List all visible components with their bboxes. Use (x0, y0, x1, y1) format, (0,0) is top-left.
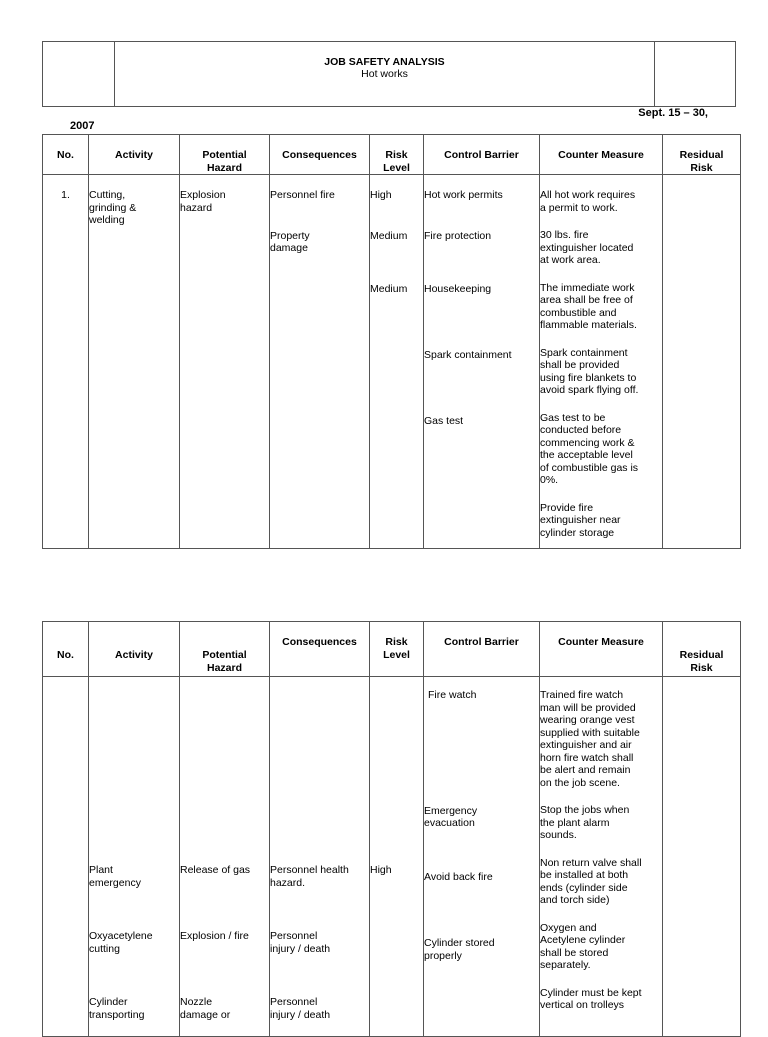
row-number (43, 677, 89, 1037)
col-header-consequences: Consequences (270, 135, 370, 175)
table-header-row (43, 622, 741, 677)
header-left-cell (43, 42, 115, 106)
consequences-cell: Personnel fire Property damage (270, 175, 370, 549)
document-header (42, 41, 736, 107)
control-barrier-cell: Hot work permits Fire protection Housekeeping Spark containment Gas test (424, 175, 540, 549)
residual-risk-cell (663, 175, 741, 549)
hazard-cell: Release of gas Explosion / fire Nozzle damage or (180, 677, 270, 1037)
header-title-block (115, 56, 654, 80)
col-header-counter: Counter Measure (540, 135, 663, 175)
date-range: Sept. 15 – 30, (638, 107, 708, 119)
col-header-activity: Activity (89, 622, 180, 677)
counter-measure-cell: Trained fire watch man will be provided wearing orange vest supplied with suitable extinguisher and air horn fire watch shall be alert and remain on the job scene. Stop the jobs when the plant alarm sounds. Non return valve shall be installed at both ends (cylinder side and torch side) Oxygen and Acetylene cylinder shall be stored separately. Cylinder must be kept vertical on trolleys (540, 677, 663, 1037)
col-header-no: No. (43, 135, 89, 175)
jsa-table-2 (42, 621, 741, 1037)
document-subtitle: Hot works (361, 68, 408, 80)
date-year: 2007 (70, 120, 95, 132)
table-row (43, 677, 741, 1037)
row-number: 1. (43, 175, 89, 549)
consequences-cell: Personnel health hazard. Personnel injury / death Personnel injury / death (270, 677, 370, 1037)
col-header-activity: Activity (89, 135, 180, 175)
col-header-hazard: Potential Hazard (180, 622, 270, 677)
col-header-residual: Residual Risk (663, 135, 741, 175)
hazard-cell: Explosion hazard (180, 175, 270, 549)
activity-cell: Plant emergency Oxyacetylene cutting Cylinder transporting (89, 677, 180, 1037)
col-header-risk: Risk Level (370, 135, 424, 175)
col-header-consequences: Consequences (270, 622, 370, 677)
document-title: JOB SAFETY ANALYSIS (324, 56, 445, 68)
counter-measure-cell: All hot work requires a permit to work. 30 lbs. fire extinguisher located at work area. The immediate work area shall be free of combustible and flammable materials. Spark containment shall be provided using fire blankets to avoid spark flying off. Gas test to be conducted before commencing work & the acceptable level of combustible gas is 0%. Provide fire extinguisher near cylinder storage (540, 175, 663, 549)
table-header-row (43, 135, 741, 175)
col-header-counter: Counter Measure (540, 622, 663, 677)
col-header-risk: Risk Level (370, 622, 424, 677)
col-header-control: Control Barrier (424, 135, 540, 175)
col-header-no: No. (43, 622, 89, 677)
control-barrier-cell: Fire watch Emergency evacuation Avoid back fire Cylinder stored properly (424, 677, 540, 1037)
table-row (43, 175, 741, 549)
jsa-table-1 (42, 134, 741, 549)
risk-level-cell: High Medium Medium (370, 175, 424, 549)
risk-level-cell: High (370, 677, 424, 1037)
col-header-hazard: Potential Hazard (180, 135, 270, 175)
activity-cell: Cutting, grinding & welding (89, 175, 180, 549)
header-right-cell (654, 42, 735, 106)
col-header-residual: Residual Risk (663, 622, 741, 677)
residual-risk-cell (663, 677, 741, 1037)
col-header-control: Control Barrier (424, 622, 540, 677)
